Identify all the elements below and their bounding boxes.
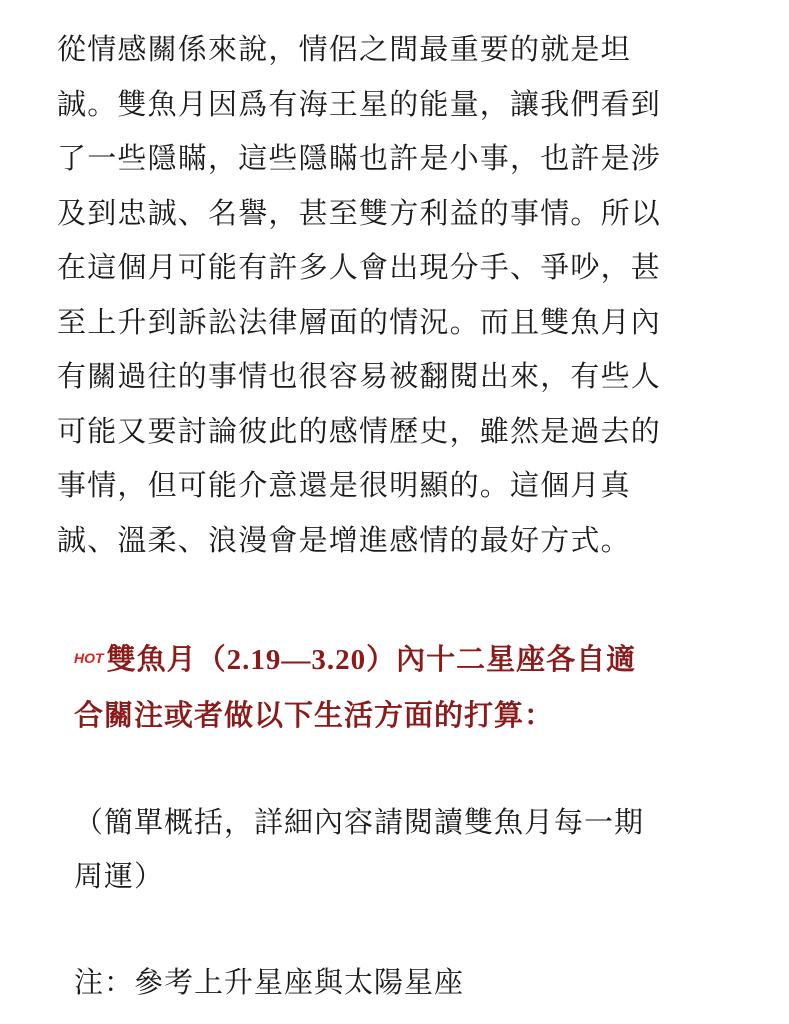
heading-line-2: 合關注或者做以下生活方面的打算： — [74, 698, 555, 732]
body-line: 誠、溫柔、浪漫會是增進感情的最好方式。 — [57, 522, 631, 557]
summary-line: （簡單概括，詳細內容請閱讀雙魚月每一期 — [74, 805, 645, 839]
body-paragraph — [57, 22, 747, 567]
body-line: 從情感關係來說，情侶之間最重要的就是坦 — [57, 32, 631, 66]
heading-prefix: 雙魚月（ — [106, 642, 227, 676]
body-line: 了一些隱瞞，這些隱瞞也許是小事，也許是涉 — [57, 141, 662, 175]
body-line: 可能又要討論彼此的感情歷史，雖然是過去的 — [57, 413, 662, 448]
body-line: 及到忠誠、名譽，甚至雙方利益的事情。所以 — [57, 195, 662, 230]
section-heading — [74, 632, 764, 742]
body-line: 誠。雙魚月因爲有海王星的能量，讓我們看到 — [57, 86, 662, 121]
body-line: 在這個月可能有許多人會出現分手、爭吵，甚 — [57, 250, 662, 284]
summary-paragraph — [74, 795, 764, 903]
hot-badge-icon: HOT — [74, 650, 104, 666]
body-line: 有關過往的事情也很容易被翻閱出來，有些人 — [57, 359, 662, 393]
body-line: 至上升到訴訟法律層面的情況。而且雙魚月內 — [57, 304, 662, 339]
heading-line-1 — [74, 632, 764, 688]
body-line: 事情，但可能介意還是很明顯的。這個月真 — [57, 468, 631, 502]
heading-suffix: ）內十二星座各自適 — [366, 642, 637, 676]
note-text: 注：參考上升星座與太陽星座 — [74, 965, 465, 999]
summary-line: 周運） — [74, 859, 165, 893]
date-range: 2.19—3.20 — [226, 644, 367, 676]
